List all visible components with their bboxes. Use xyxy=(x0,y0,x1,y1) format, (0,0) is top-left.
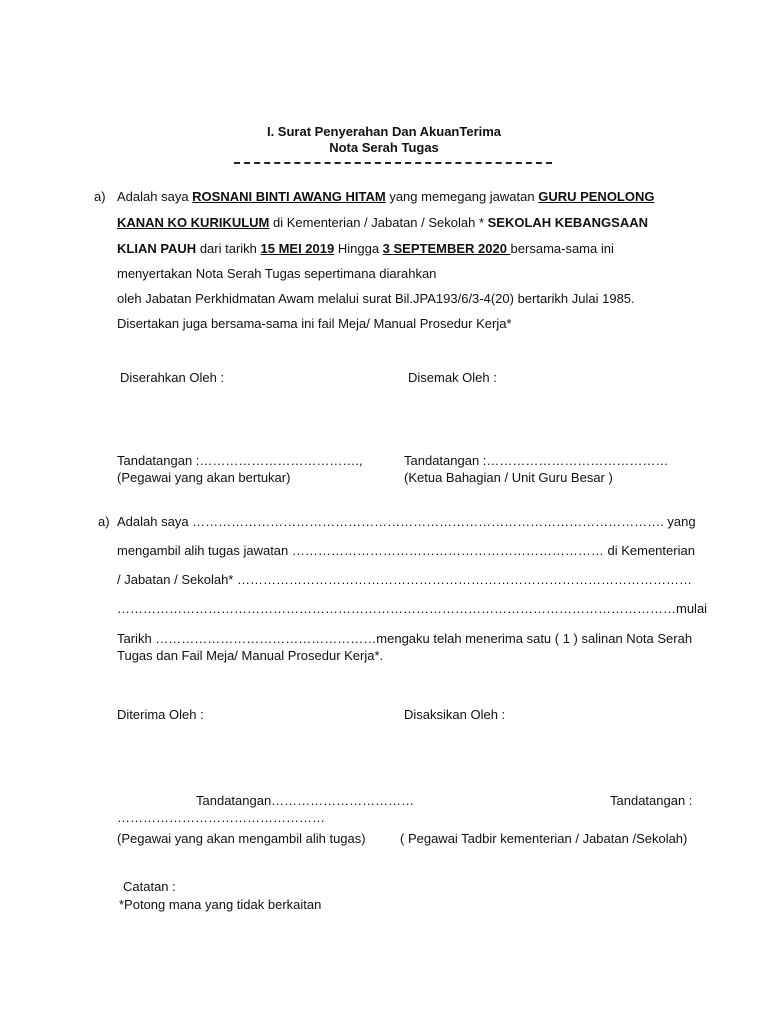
officer-name: ROSNANI BINTI AWANG HITAM xyxy=(192,189,386,204)
section-b-line-3[interactable]: / Jabatan / Sekolah* …………………………………………………………………………………………… xyxy=(117,572,692,587)
section-a-line-4: menyertakan Nota Serah Tugas sepertimana diarahkan xyxy=(117,266,437,281)
notes-label: Catatan : xyxy=(123,879,176,894)
checked-by-label: Disemak Oleh : xyxy=(408,370,497,385)
notes-text: *Potong mana yang tidak berkaitan xyxy=(119,897,322,912)
section-b-line-6: Tugas dan Fail Meja/ Manual Prosedur Kerja*. xyxy=(117,648,384,663)
school-name: SEKOLAH KEBANGSAAN xyxy=(487,215,648,230)
section-b-line-5[interactable]: Tarikh ……………………………………………mengaku telah menerima satu ( 1 ) salinan Nota Serah xyxy=(117,631,693,646)
date-to: 3 SEPTEMBER 2020 xyxy=(382,241,511,256)
school-name-cont: KLIAN PAUH xyxy=(117,241,197,256)
section-b-line-1[interactable]: Adalah saya ………………………………………………………………………………………………. yang xyxy=(117,514,696,529)
section-b-marker: a) xyxy=(98,514,110,529)
received-by-label: Diterima Oleh : xyxy=(117,707,204,722)
text-fragment: bersama-sama ini xyxy=(510,241,614,256)
section-a-line-6: Disertakan juga bersama-sama ini fail Meja/ Manual Prosedur Kerja* xyxy=(117,316,512,331)
text-fragment: dari tarikh xyxy=(196,241,261,256)
signature-field-admin[interactable]: ………………………………………… xyxy=(117,810,325,825)
handed-by-label: Diserahkan Oleh : xyxy=(120,370,225,385)
text-fragment: Hingga xyxy=(334,241,383,256)
witnessed-by-label: Disaksikan Oleh : xyxy=(404,707,506,722)
signature-field-incoming[interactable]: Tandatangan…………………………… xyxy=(196,793,415,808)
title-divider xyxy=(234,162,552,164)
text-fragment: di Kementerian / Jabatan / Sekolah * xyxy=(269,215,488,230)
section-b-line-4[interactable]: …………………………………………………………………………………………………………………mulai xyxy=(117,601,708,616)
role-outgoing-officer: (Pegawai yang akan bertukar) xyxy=(117,470,291,485)
document-subtitle: Nota Serah Tugas xyxy=(329,140,439,155)
section-a-line-1 xyxy=(117,189,655,205)
section-a-line-3 xyxy=(117,241,614,257)
section-a-line-5: oleh Jabatan Perkhidmatan Awam melalui surat Bil.JPA193/6/3-4(20) bertarikh Julai 1985. xyxy=(117,291,635,306)
section-a-marker: a) xyxy=(94,189,106,204)
role-admin-officer: ( Pegawai Tadbir kementerian / Jabatan /Sekolah) xyxy=(400,831,688,846)
signature-label-admin: Tandatangan : xyxy=(610,793,693,808)
section-b-line-2[interactable]: mengambil alih tugas jawatan ……………………………………………………………… di Kementerian xyxy=(117,543,695,558)
officer-post-cont: KANAN KO KURIKULUM xyxy=(117,215,270,230)
document-title: I. Surat Penyerahan Dan AkuanTerima xyxy=(266,124,502,139)
role-head-of-unit: (Ketua Bahagian / Unit Guru Besar ) xyxy=(404,470,613,485)
date-from: 15 MEI 2019 xyxy=(260,241,335,256)
signature-field-head[interactable]: Tandatangan :…………………………………… xyxy=(404,453,669,468)
section-a-line-2 xyxy=(117,215,648,231)
signature-field-outgoing[interactable]: Tandatangan :………………………………., xyxy=(117,453,363,468)
officer-post: GURU PENOLONG xyxy=(538,189,655,204)
role-incoming-officer: (Pegawai yang akan mengambil alih tugas) xyxy=(117,831,366,846)
text-fragment: Adalah saya xyxy=(117,189,193,204)
text-fragment: yang memegang jawatan xyxy=(385,189,539,204)
